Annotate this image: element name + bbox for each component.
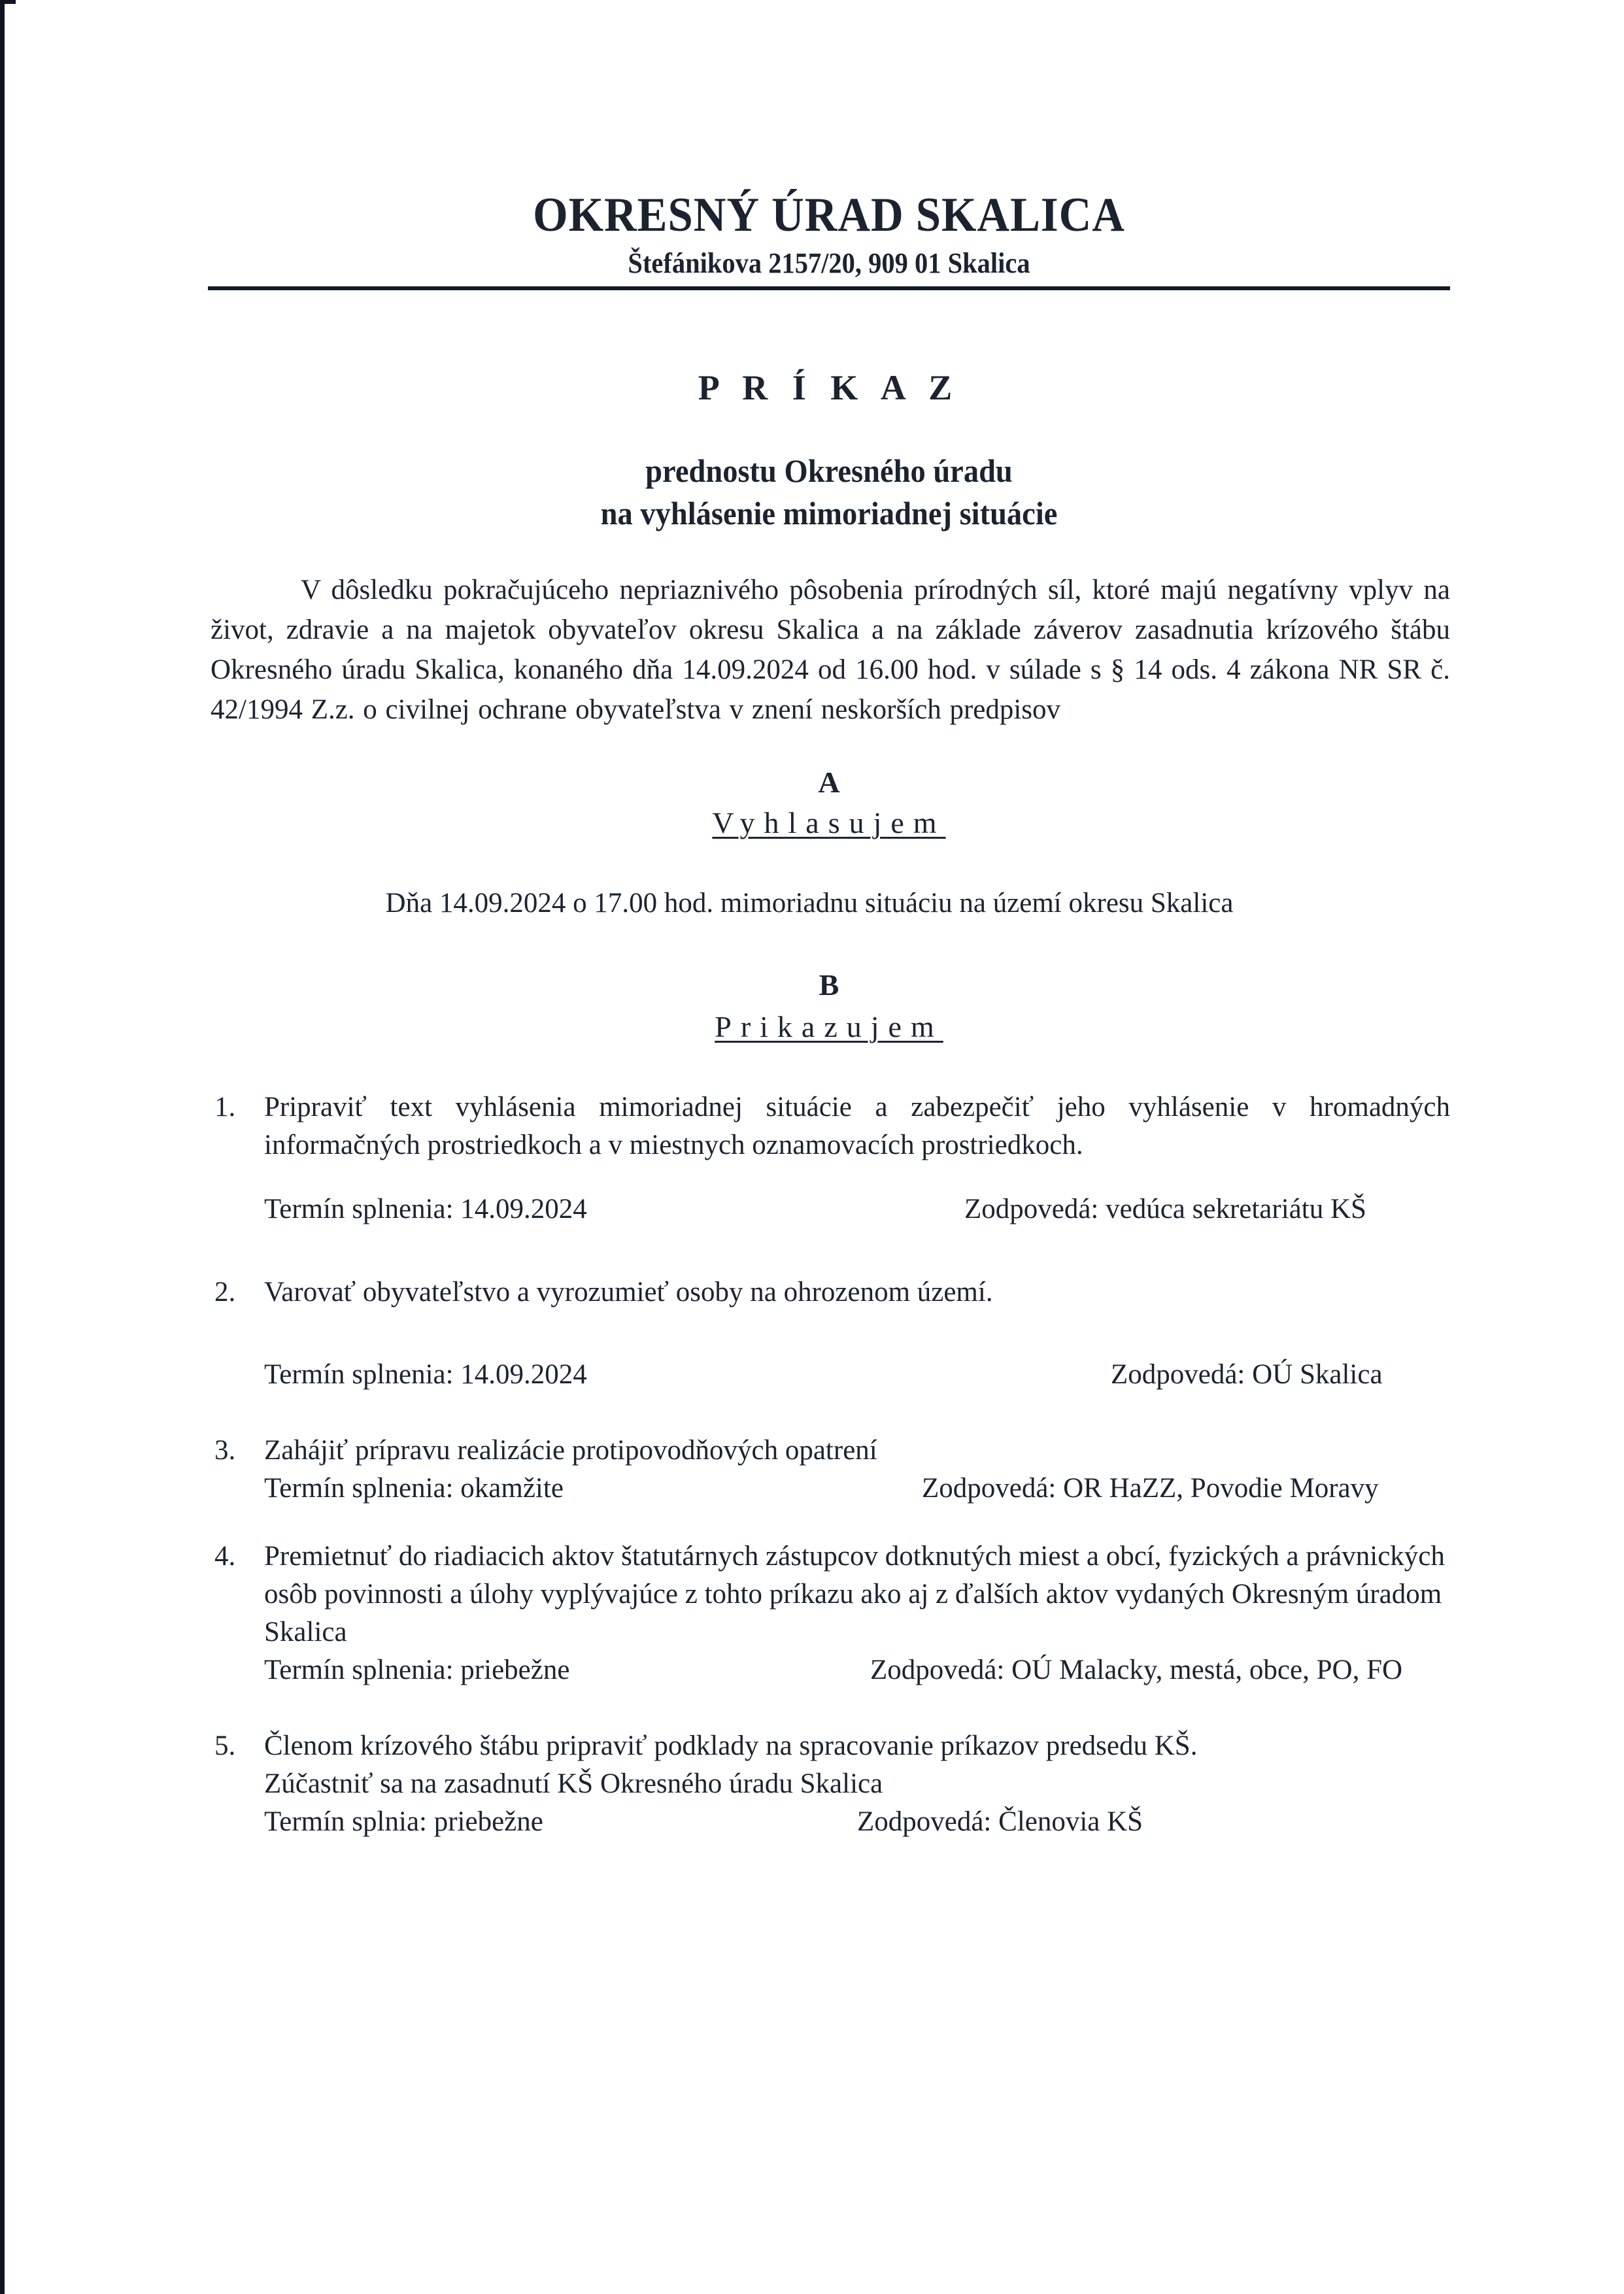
order-item-text: Pripraviť text vyhlásenia mimoriadnej situácie a zabezpečiť jeho vyhlásenie v hromadných informačných prostriedkoch a v miestnych oznamovacích prostriedkoch. bbox=[264, 1092, 1450, 1160]
order-item-text: Varovať obyvateľstvo a vyrozumieť osoby na ohrozenom území. bbox=[264, 1277, 993, 1307]
order-item-meta bbox=[264, 1803, 1450, 1841]
section-b-heading bbox=[208, 1012, 1450, 1042]
order-item-deadline: Termín splnenia: okamžite bbox=[264, 1473, 564, 1504]
scan-edge-shadow bbox=[0, 0, 5, 2294]
section-a-heading-text: Vyhlasujem bbox=[712, 806, 946, 839]
order-item-number: 3. bbox=[214, 1435, 236, 1466]
section-a-letter: A bbox=[818, 766, 840, 799]
order-item-meta bbox=[264, 1470, 1450, 1508]
order-item-number: 2. bbox=[214, 1277, 236, 1307]
intro-paragraph: V dôsledku pokračujúceho nepriaznivého pôsobenia prírodných síl, ktoré majú negatívny vplyv na život, zdravie a na majetok obyvateľov okresu Skalica a na základe záverov zasadnutia krízového štábu Okresného úradu Skalica, konaného dňa 14.09.2024 od 16.00 hod. v súlade s § 14 ods. 4 zákona NR SR č. 42/1994 Z.z. o civilnej ochrane obyvateľstva v znení neskorších predpisov bbox=[211, 575, 1450, 725]
order-item-meta bbox=[264, 1651, 1450, 1689]
order-item bbox=[214, 1088, 1450, 1228]
order-item-meta bbox=[264, 1190, 1450, 1228]
section-a-heading bbox=[208, 808, 1450, 838]
office-name: OKRESNÝ ÚRAD SKALICA bbox=[533, 188, 1125, 242]
document-subtitle-line1: prednostu Okresného úradu bbox=[645, 452, 1013, 489]
order-item-deadline: Termín splnenia: 14.09.2024 bbox=[264, 1194, 587, 1224]
office-address: Štefánikova 2157/20, 909 01 Skalica bbox=[628, 247, 1030, 279]
order-item-deadline: Termín splnenia: priebežne bbox=[264, 1655, 570, 1685]
document-subtitle-line2: na vyhlásenie mimoriadnej situácie bbox=[600, 495, 1058, 531]
order-item-responsible: Zodpovedá: vedúca sekretariátu KŠ bbox=[964, 1194, 1366, 1224]
order-item bbox=[214, 1274, 1450, 1394]
scan-corner-shadow bbox=[0, 0, 16, 4]
order-item-responsible: Zodpovedá: OÚ Malacky, mestá, obce, PO, FO bbox=[870, 1655, 1403, 1685]
order-item-text: Premietnuť do riadiacich aktov štatutárnych zástupcov dotknutých miest a obcí, fyzických a právnických osôb povinnosti a úlohy vyplývajúce z tohto príkazu ako aj z ďalších aktov vydaných Okresným úradom Skalica bbox=[264, 1541, 1445, 1647]
header-divider bbox=[208, 286, 1450, 290]
order-item bbox=[214, 1538, 1450, 1689]
declaration-text: Dňa 14.09.2024 o 17.00 hod. mimoriadnu situáciu na území okresu Skalica bbox=[385, 888, 1234, 919]
order-item-number: 5. bbox=[214, 1730, 236, 1761]
order-item-text-line1: Členom krízového štábu pripraviť podklady na spracovanie príkazov predsedu KŠ. bbox=[264, 1730, 1198, 1761]
order-item-deadline: Termín splnia: priebežne bbox=[264, 1806, 543, 1837]
order-item-number: 4. bbox=[214, 1541, 236, 1572]
order-item bbox=[214, 1727, 1450, 1841]
document-type-title: P R Í K A Z bbox=[698, 368, 960, 407]
order-item-text-line2: Zúčastniť sa na zasadnutí KŠ Okresného úradu Skalica bbox=[264, 1768, 883, 1799]
order-item-responsible: Zodpovedá: OR HaZZ, Povodie Moravy bbox=[922, 1473, 1379, 1504]
order-item-meta bbox=[264, 1356, 1450, 1394]
section-b-heading-text: Prikazujem bbox=[715, 1010, 943, 1043]
order-item-text: Zahájiť prípravu realizácie protipovodňových opatrení bbox=[264, 1435, 877, 1466]
section-b-letter: B bbox=[819, 968, 839, 1002]
order-item bbox=[214, 1432, 1450, 1508]
order-item-responsible: Zodpovedá: Členovia KŠ bbox=[857, 1806, 1143, 1837]
order-item-number: 1. bbox=[214, 1092, 236, 1122]
order-item-deadline: Termín splnenia: 14.09.2024 bbox=[264, 1359, 587, 1390]
order-item-responsible: Zodpovedá: OÚ Skalica bbox=[1111, 1359, 1383, 1390]
